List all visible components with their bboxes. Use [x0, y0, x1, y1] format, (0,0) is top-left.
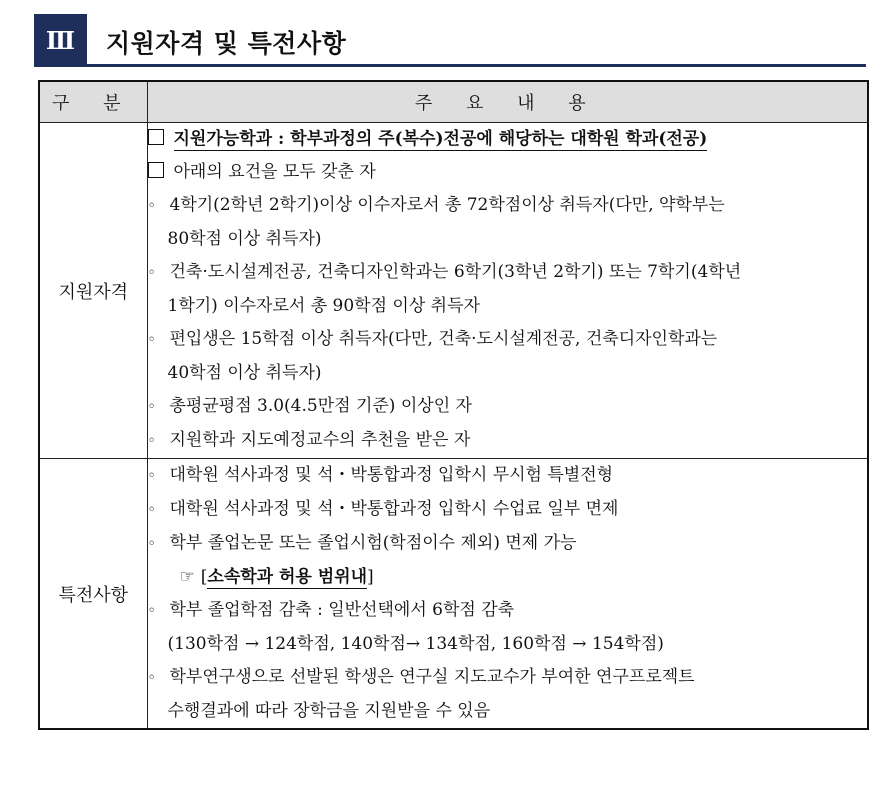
requirement-text: 1학기) 이수자로서 총 90학점 이상 취득자 [167, 296, 480, 316]
requirement-text: 편입생은 15학점 이상 취득자(다만, 건축·도시설계전공, 건축디자인학과는 [169, 329, 718, 349]
benefits-label: 특전사항 [39, 459, 147, 730]
header-category: 구 분 [39, 81, 147, 123]
benefit-text: 수행결과에 따라 장학금을 지원받을 수 있음 [167, 701, 491, 721]
section-title: 지원자격 및 특전사항 [106, 29, 347, 58]
circle-bullet-icon: ◦ [147, 502, 156, 518]
square-bullet-icon [148, 129, 164, 145]
benefits-content [147, 459, 868, 730]
circle-bullet-icon: ◦ [147, 332, 156, 348]
benefit-text: 대학원 석사과정 및 석・박통합과정 입학시 무시험 특별전형 [169, 465, 614, 485]
qualification-label: 지원자격 [39, 123, 147, 459]
requirements-intro: 아래의 요건을 모두 갖춘 자 [173, 162, 376, 182]
requirement-text: 40학점 이상 취득자) [167, 363, 322, 383]
qualification-content [147, 123, 868, 459]
circle-bullet-icon: ◦ [147, 433, 156, 449]
circle-bullet-icon: ◦ [147, 265, 156, 281]
list-item [148, 123, 868, 156]
list-item-continuation [148, 628, 868, 661]
requirement-text: 건축·도시설계전공, 건축디자인학과는 6학기(3학년 2학기) 또는 7학기(4학년 [169, 262, 742, 282]
note-bracket-open: [ [200, 567, 208, 587]
info-table [38, 80, 869, 730]
list-item [148, 156, 868, 189]
benefit-text: 학부 졸업학점 감축 : 일반선택에서 6학점 감축 [169, 600, 515, 620]
list-item-continuation [148, 357, 868, 390]
circle-bullet-icon: ◦ [147, 198, 156, 214]
list-item [148, 323, 868, 357]
benefit-text: 학부연구생으로 선발된 학생은 연구실 지도교수가 부여한 연구프로젝트 [169, 667, 695, 687]
requirement-text: 4학기(2학년 2학기)이상 이수자로서 총 72학점이상 취득자(다만, 약학부는 [169, 195, 725, 215]
circle-bullet-icon: ◦ [147, 670, 156, 686]
header-underline [34, 64, 866, 67]
list-item [148, 661, 868, 695]
list-item [148, 390, 868, 424]
list-item [148, 594, 868, 628]
section-number-badge: Ⅲ [34, 14, 87, 66]
header-content: 주 요 내 용 [147, 81, 868, 123]
table-header-row [39, 81, 868, 123]
requirement-text: 총평균평점 3.0(4.5만점 기준) 이상인 자 [169, 396, 472, 416]
list-item-continuation [148, 223, 868, 256]
note-bracket-close: ] [367, 567, 374, 587]
benefits-row [39, 459, 868, 730]
circle-bullet-icon: ◦ [147, 399, 156, 415]
circle-bullet-icon: ◦ [147, 468, 156, 484]
benefit-text: (130학점 → 124학점, 140학점→ 134학점, 160학점 → 154학점) [167, 634, 664, 654]
square-bullet-icon [148, 162, 164, 178]
benefit-text: 학부 졸업논문 또는 졸업시험(학점이수 제외) 면제 가능 [169, 533, 577, 553]
section-header [34, 14, 866, 66]
list-item-continuation [148, 290, 868, 323]
list-item [148, 256, 868, 290]
note-line [148, 561, 868, 594]
list-item [148, 459, 868, 493]
requirement-text: 지원학과 지도예정교수의 추천을 받은 자 [169, 430, 471, 450]
qualification-row [39, 123, 868, 459]
circle-bullet-icon: ◦ [147, 603, 156, 619]
list-item [148, 493, 868, 527]
list-item [148, 424, 868, 458]
list-item [148, 527, 868, 561]
benefit-text: 대학원 석사과정 및 석・박통합과정 입학시 수업료 일부 면제 [169, 499, 619, 519]
list-item [148, 189, 868, 223]
note-text: 소속학과 허용 범위내 [207, 567, 368, 587]
list-item-continuation [148, 695, 868, 728]
pointing-hand-icon: ☞ [179, 567, 195, 587]
circle-bullet-icon: ◦ [147, 536, 156, 552]
eligible-department-text: 지원가능학과 : 학부과정의 주(복수)전공에 해당하는 대학원 학과(전공) [173, 129, 708, 149]
requirement-text: 80학점 이상 취득자) [167, 229, 322, 249]
